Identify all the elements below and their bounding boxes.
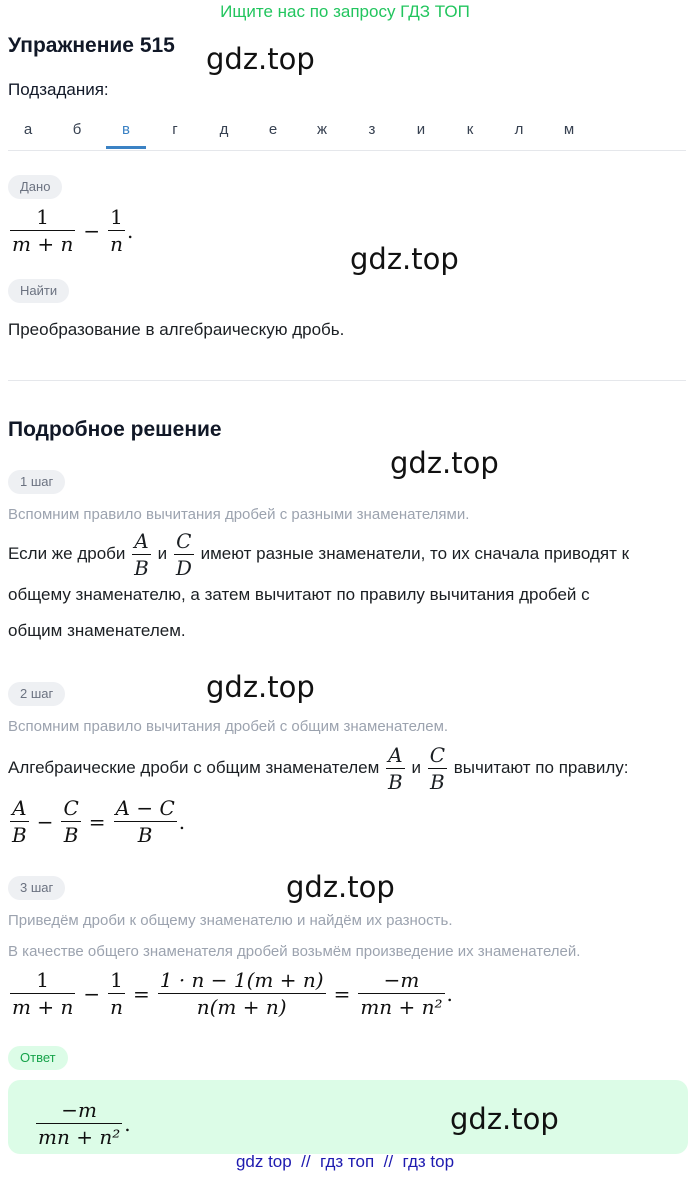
- step3-formula: [8, 967, 453, 1020]
- watermark: gdz.top: [350, 242, 459, 276]
- step3-f4-num: −m: [383, 968, 420, 992]
- step1-fb-den: D: [175, 556, 192, 580]
- section-divider: [8, 380, 686, 381]
- step1-and: и: [157, 543, 168, 563]
- watermark: gdz.top: [390, 446, 499, 480]
- step2-fa-num: A: [388, 743, 403, 767]
- step2-f1-den: B: [12, 823, 27, 847]
- answer-num: −m: [61, 1098, 97, 1122]
- step2-f2-den: B: [61, 821, 80, 848]
- step3-f2-den: n: [110, 995, 123, 1019]
- step1-line1-b: имеют разные знаменатели, то их сначала приводят к: [200, 543, 630, 563]
- step3-end: .: [446, 981, 453, 1006]
- step1-hint: Вспомним правило вычитания дробей с разными знаменателями.: [8, 506, 470, 523]
- step1-line1-a: Если же дроби: [8, 543, 126, 563]
- step2-f3-den: B: [114, 821, 177, 848]
- tab-m[interactable]: м: [563, 121, 575, 138]
- step2-f3-num: A − C: [115, 796, 175, 820]
- footer-links[interactable]: gdz top // гдз топ // гдз top: [235, 1152, 455, 1171]
- subtask-tabs: [8, 112, 686, 151]
- step1-line2: общему знаменателю, а затем вычитают по правилу вычитания дробей с: [8, 585, 590, 604]
- given-frac1-num: 1: [36, 205, 50, 229]
- solution-heading: Подробное решение: [8, 418, 222, 441]
- given-chip: Дано: [8, 175, 62, 199]
- tab-b[interactable]: б: [72, 121, 82, 138]
- subtasks-label: Подзадания:: [8, 80, 109, 99]
- step2-f1-num: A: [12, 796, 27, 820]
- tab-zh[interactable]: ж: [316, 121, 328, 138]
- given-end: .: [126, 218, 134, 243]
- step2-eq: =: [88, 809, 106, 834]
- watermark: gdz.top: [206, 670, 315, 704]
- step3-eq2: =: [333, 981, 351, 1006]
- given-expression: [8, 204, 133, 257]
- step1-fa-den: B: [134, 556, 149, 580]
- step3-f3-num: 1 · n − 1(m + n): [159, 968, 324, 992]
- page-title: Упражнение 515: [8, 34, 175, 57]
- tab-d[interactable]: д: [219, 121, 229, 138]
- step3-hint: Приведём дроби к общему знаменателю и найдём их разность.: [8, 912, 453, 929]
- answer-den: mn + n²: [38, 1125, 121, 1149]
- step1-chip: 1 шаг: [8, 470, 65, 494]
- step2-minus: −: [36, 809, 54, 834]
- step2-hint: Вспомним правило вычитания дробей с общим знаменателем.: [8, 718, 449, 735]
- tab-i[interactable]: и: [416, 121, 426, 138]
- step3-f3-den: n(m + n): [158, 993, 326, 1020]
- watermark: gdz.top: [206, 42, 315, 76]
- step3-eq1: =: [132, 981, 150, 1006]
- tab-e[interactable]: е: [268, 121, 278, 138]
- given-frac2-den: n: [110, 232, 123, 256]
- answer-chip: Ответ: [8, 1046, 68, 1070]
- step3-line1: В качестве общего знаменателя дробей возьмём произведение их знаменателей.: [8, 943, 581, 960]
- given-minus: −: [83, 218, 101, 243]
- step3-chip: 3 шаг: [8, 876, 65, 900]
- step3-f2-num: 1: [110, 968, 123, 992]
- tab-g[interactable]: г: [172, 121, 178, 138]
- answer-end: .: [124, 1111, 131, 1136]
- tab-v[interactable]: в: [106, 112, 146, 149]
- tab-k[interactable]: к: [466, 121, 474, 138]
- step2-fb-num: C: [429, 743, 446, 767]
- step2-line1: [8, 742, 628, 795]
- watermark: gdz.top: [450, 1102, 559, 1136]
- step3-minus: −: [83, 981, 101, 1006]
- step3-f1-num: 1: [36, 968, 50, 992]
- step1-fb-num: C: [176, 529, 192, 553]
- step2-fa-den: B: [388, 770, 403, 794]
- answer-expression: [34, 1097, 131, 1150]
- find-chip: Найти: [8, 279, 69, 303]
- step2-chip: 2 шаг: [8, 682, 65, 706]
- step2-end: .: [178, 809, 186, 834]
- watermark: gdz.top: [286, 870, 395, 904]
- step2-f2-num: C: [63, 796, 79, 820]
- step3-f4-den: mn + n²: [360, 995, 443, 1019]
- find-text: Преобразование в алгебраическую дробь.: [8, 320, 345, 339]
- tab-l[interactable]: л: [514, 121, 524, 138]
- step2-line1-a: Алгебраические дроби с общим знаменателем: [8, 757, 380, 777]
- step1-line1: [8, 528, 629, 581]
- step2-formula: [8, 795, 185, 848]
- step2-line1-b: вычитают по правилу:: [453, 757, 629, 777]
- given-frac2-num: 1: [110, 205, 123, 229]
- step2-and: и: [411, 757, 421, 777]
- top-banner[interactable]: Ищите нас по запросу ГДЗ ТОП: [220, 2, 470, 21]
- step1-line3: общим знаменателем.: [8, 621, 186, 640]
- step2-fb-den: B: [428, 768, 447, 795]
- tab-z[interactable]: з: [368, 121, 376, 138]
- given-frac1-den: m + n: [12, 232, 74, 256]
- step3-f1-den: m + n: [12, 995, 74, 1019]
- step1-fa-num: A: [134, 529, 149, 553]
- tab-a[interactable]: а: [23, 121, 33, 138]
